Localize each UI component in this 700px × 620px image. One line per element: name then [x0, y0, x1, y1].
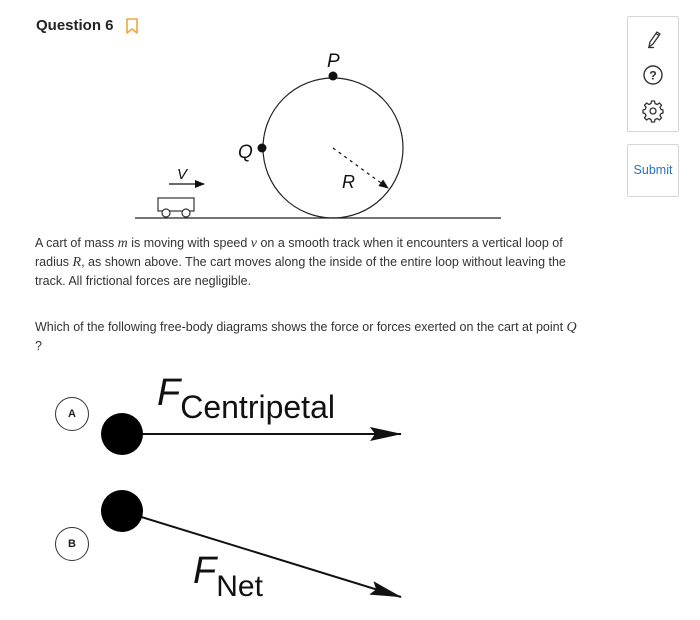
question-title: Question 6	[36, 17, 114, 34]
var-r: R	[72, 255, 82, 270]
label-p: P	[327, 51, 340, 72]
var-m: m	[117, 236, 128, 251]
svg-text:?: ?	[649, 68, 657, 83]
loop-track-diagram	[120, 42, 520, 232]
force-b-subscript: Net	[216, 570, 263, 603]
option-a-diagram[interactable]	[101, 372, 401, 455]
prompt-text-1: Which of the following free-body diagrams shows the force or forces exerted on the cart at point	[35, 320, 567, 334]
pencil-icon[interactable]	[640, 26, 666, 52]
cart	[158, 198, 194, 217]
option-b-diagram[interactable]	[101, 490, 401, 603]
force-b-symbol: F	[193, 550, 217, 592]
option-a-radio[interactable]: A	[55, 397, 89, 431]
label-v: V	[177, 166, 188, 183]
var-v: v	[250, 236, 257, 251]
problem-text-4: , as shown above. The cart moves along the inside of the entire loop without leaving the track. All frictional forces are negligible.	[35, 255, 566, 288]
submit-button[interactable]	[627, 144, 679, 197]
settings-icon[interactable]	[640, 98, 666, 124]
label-r: R	[342, 172, 355, 192]
var-q: Q	[566, 320, 577, 335]
point-q	[258, 144, 267, 153]
force-a-symbol: F	[157, 372, 181, 414]
problem-text-3: on a smooth track when it encounters a vertical loop of radius	[35, 236, 563, 269]
prompt-text-2: ?	[35, 339, 42, 353]
problem-text-1: A cart of mass	[35, 236, 118, 250]
question-prompt	[35, 318, 595, 355]
side-toolbar	[627, 16, 679, 132]
free-body-diagrams	[95, 365, 425, 615]
label-q: Q	[238, 142, 253, 163]
option-a-body	[101, 413, 143, 455]
help-icon[interactable]	[640, 62, 666, 88]
problem-text-2: is moving with speed	[127, 236, 251, 250]
force-a-label	[157, 372, 335, 425]
point-p	[329, 72, 338, 81]
problem-statement	[35, 234, 595, 290]
force-a-subscript: Centripetal	[180, 389, 335, 425]
option-b-radio[interactable]: B	[55, 527, 89, 561]
force-b-label	[193, 550, 264, 603]
submit-label: Submit	[633, 163, 673, 177]
option-b-body	[101, 490, 143, 532]
bookmark-icon[interactable]	[125, 18, 139, 35]
